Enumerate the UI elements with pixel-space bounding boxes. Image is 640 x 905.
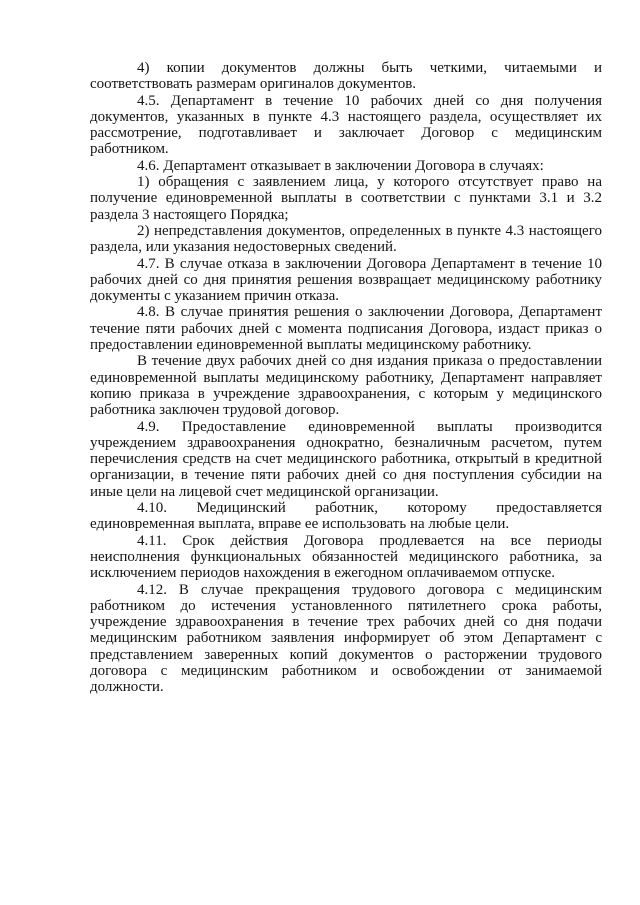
paragraph-4-8: 4.8. В случае принятия решения о заключении Договора, Департамент течение пяти рабочих дней с момента подписания Договора, издаст приказ о предоставлении единовременной выплаты медицинскому работнику. bbox=[90, 304, 602, 354]
paragraph-4-12: 4.12. В случае прекращения трудового договора с медицинским работником до истечения установленного пятилетнего срока работы, учреждение здравоохранения в течение трех рабочих дней со дня подачи медицинским работником заявления информирует об этом Департамент с представлением заверенных копий документов о расторжении трудового договора с медицинским работником и освобождении от занимаемой должности. bbox=[90, 581, 602, 696]
paragraph-4-6-item-1: 1) обращения с заявлением лица, у которого отсутствует право на получение единовременной выплаты в соответствии с пунктами 3.1 и 3.2 раздела 3 настоящего Порядка; bbox=[90, 174, 602, 223]
paragraph-4-6-item-2: 2) непредставления документов, определенных в пункте 4.3 настоящего раздела, или указания недостоверных сведений. bbox=[90, 222, 602, 256]
paragraph-4-8-continued: В течение двух рабочих дней со дня издания приказа о предоставлении единовременной выплаты медицинскому работнику, Департамент направляет копию приказа в учреждение здравоохранения, с которым у медицинского работника заключен трудовой договор. bbox=[90, 353, 602, 419]
paragraph-4-9: 4.9. Предоставление единовременной выплаты производится учреждением здравоохранения однократно, безналичным расчетом, путем перечисления средств на счет медицинского работника, открытый в кредитной организации, в течение пяти рабочих дней со дня поступления субсидии на иные цели на лицевой счет медицинской организации. bbox=[90, 418, 602, 500]
paragraph-4-10: 4.10. Медицинский работник, которому предоставляется единовременная выплата, вправе ее использовать на любые цели. bbox=[90, 500, 602, 533]
paragraph-item-4-copies: 4) копии документов должны быть четкими, читаемыми и соответствовать размерам оригиналов документов. bbox=[90, 60, 602, 93]
paragraph-4-11: 4.11. Срок действия Договора продлевается на все периоды неисполнения функциональных обязанностей медицинского работника, за исключением периодов нахождения в ежегодном оплачиваемом отпуске. bbox=[90, 532, 602, 582]
document-body bbox=[90, 60, 602, 696]
paragraph-4-5: 4.5. Департамент в течение 10 рабочих дней со дня получения документов, указанных в пункте 4.3 настоящего раздела, осуществляет их рассмотрение, подготавливает и заключает Договор с медицинским работником. bbox=[90, 92, 602, 158]
paragraph-4-7: 4.7. В случае отказа в заключении Договора Департамент в течение 10 рабочих дней со дня принятия решения возвращает медицинскому работнику документы с указанием причин отказа. bbox=[90, 255, 602, 305]
paragraph-4-6: 4.6. Департамент отказывает в заключении Договора в случаях: bbox=[137, 157, 544, 174]
